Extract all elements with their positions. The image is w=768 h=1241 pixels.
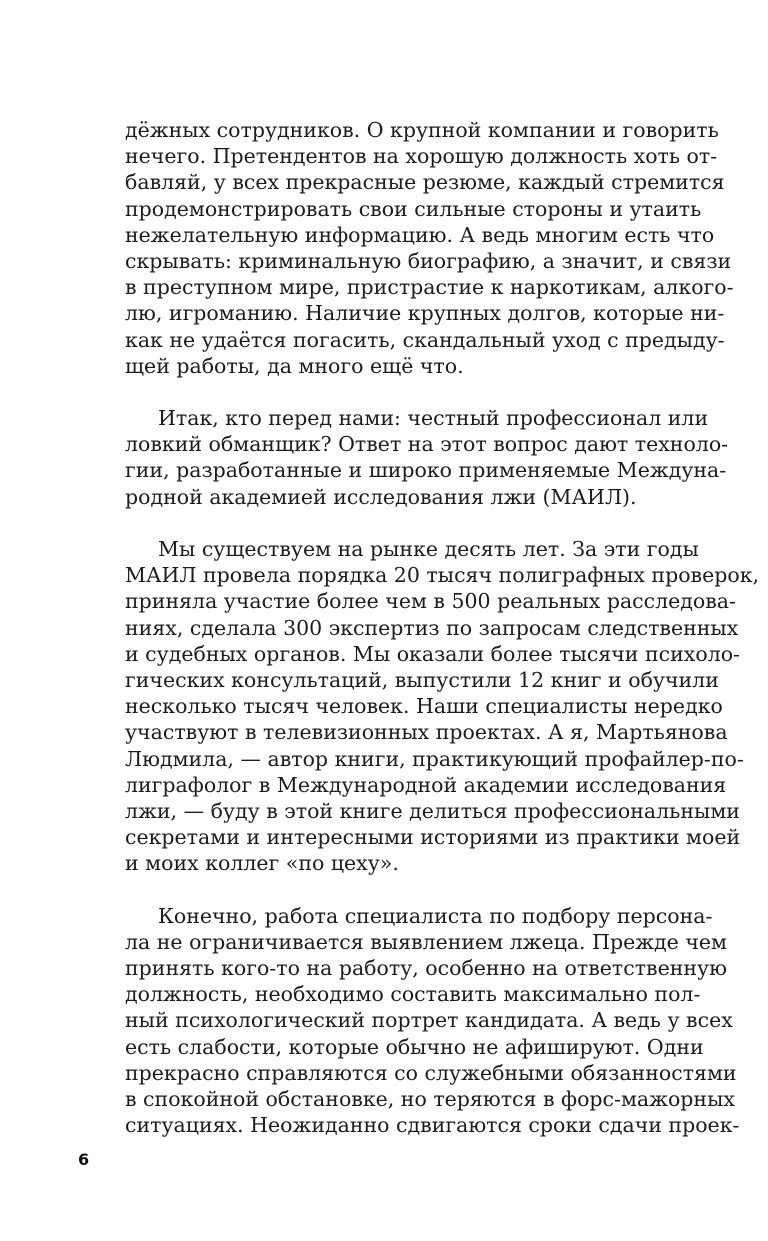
text-line: скрывать: криминальную биографию, а значит, и связи xyxy=(125,248,732,273)
text-line: приняла участие более чем в 500 реальных расследова- xyxy=(125,589,736,614)
paragraph-2 xyxy=(125,405,729,510)
paragraph-3 xyxy=(125,536,760,876)
text-line: щей работы, да много ещё что. xyxy=(125,353,464,378)
text-line: Людмила, — автор книги, практикующий профайлер-по- xyxy=(125,746,744,771)
text-line: участвуют в телевизионных проектах. А я, Мартьянова xyxy=(125,720,728,745)
text-line: бавляй, у всех прекрасные резюме, каждый стремится xyxy=(125,170,725,195)
text-line: дёжных сотрудников. О крупной компании и говорить xyxy=(125,118,719,142)
page-number: 6 xyxy=(78,1150,90,1169)
text-line: и моих коллег «по цеху». xyxy=(125,851,399,876)
paragraph-1 xyxy=(125,117,734,379)
text-line: МАИЛ провела порядка 20 тысяч полиграфных проверок, xyxy=(125,563,760,588)
page-body xyxy=(125,117,760,1138)
text-line: гических консультаций, выпустили 12 книг и обучили xyxy=(125,667,719,692)
text-line: Конечно, работа специалиста по подбору персона- xyxy=(158,903,713,928)
text-line: лю, игроманию. Наличие крупных долгов, которые ни- xyxy=(125,301,725,326)
text-line: должность, необходимо составить максимально пол- xyxy=(125,982,701,1007)
text-line: Мы существуем на рынке десять лет. За эти годы xyxy=(158,537,699,561)
paragraph-4 xyxy=(125,903,740,1139)
text-line: гии, разработанные и широко применяемые Междуна- xyxy=(125,458,727,483)
text-line: Итак, кто перед нами: честный профессионал или xyxy=(158,406,709,431)
text-line: есть слабости, которые обычно не афишируют. Одни xyxy=(125,1034,704,1059)
text-line: продемонстрировать свои сильные стороны и утаить xyxy=(125,196,702,221)
text-line: лжи, — буду в этой книге делиться профессиональными xyxy=(125,798,740,823)
text-line: родной академией исследования лжи (МАИЛ). xyxy=(125,484,637,509)
text-line: нечего. Претендентов на хорошую должность хоть от- xyxy=(125,144,718,169)
text-line: ла не ограничивается выявлением лжеца. Прежде чем xyxy=(125,929,727,954)
text-line: ловкий обманщик? Ответ на этот вопрос дают техноло- xyxy=(125,432,729,457)
text-line: принять кого-то на работу, особенно на ответственную xyxy=(125,956,727,980)
text-line: несколько тысяч человек. Наши специалисты нередко xyxy=(125,694,723,719)
text-line: ситуациях. Неожиданно сдвигаются сроки сдачи проек- xyxy=(125,1113,740,1138)
text-line: лиграфолог в Международной академии исследования xyxy=(125,772,727,797)
text-line: прекрасно справляются со служебными обязанностями xyxy=(125,1060,737,1085)
text-line: ниях, сделала 300 экспертиз по запросам следственных xyxy=(125,615,739,640)
text-line: в спокойной обстановке, но теряются в форс-мажорных xyxy=(125,1086,735,1111)
text-line: нежелательную информацию. А ведь многим есть что xyxy=(125,222,715,247)
text-line: в преступном мире, пристрастие к наркотикам, алкого- xyxy=(125,275,734,300)
text-line: и судебных органов. Мы оказали более тысячи психоло- xyxy=(125,641,740,666)
text-line: секретами и интересными историями из практики моей xyxy=(125,825,741,850)
text-line: как не удаётся погасить, скандальный уход с предыду- xyxy=(125,327,725,352)
text-line: ный психологический портрет кандидата. А ведь у всех xyxy=(125,1008,733,1033)
